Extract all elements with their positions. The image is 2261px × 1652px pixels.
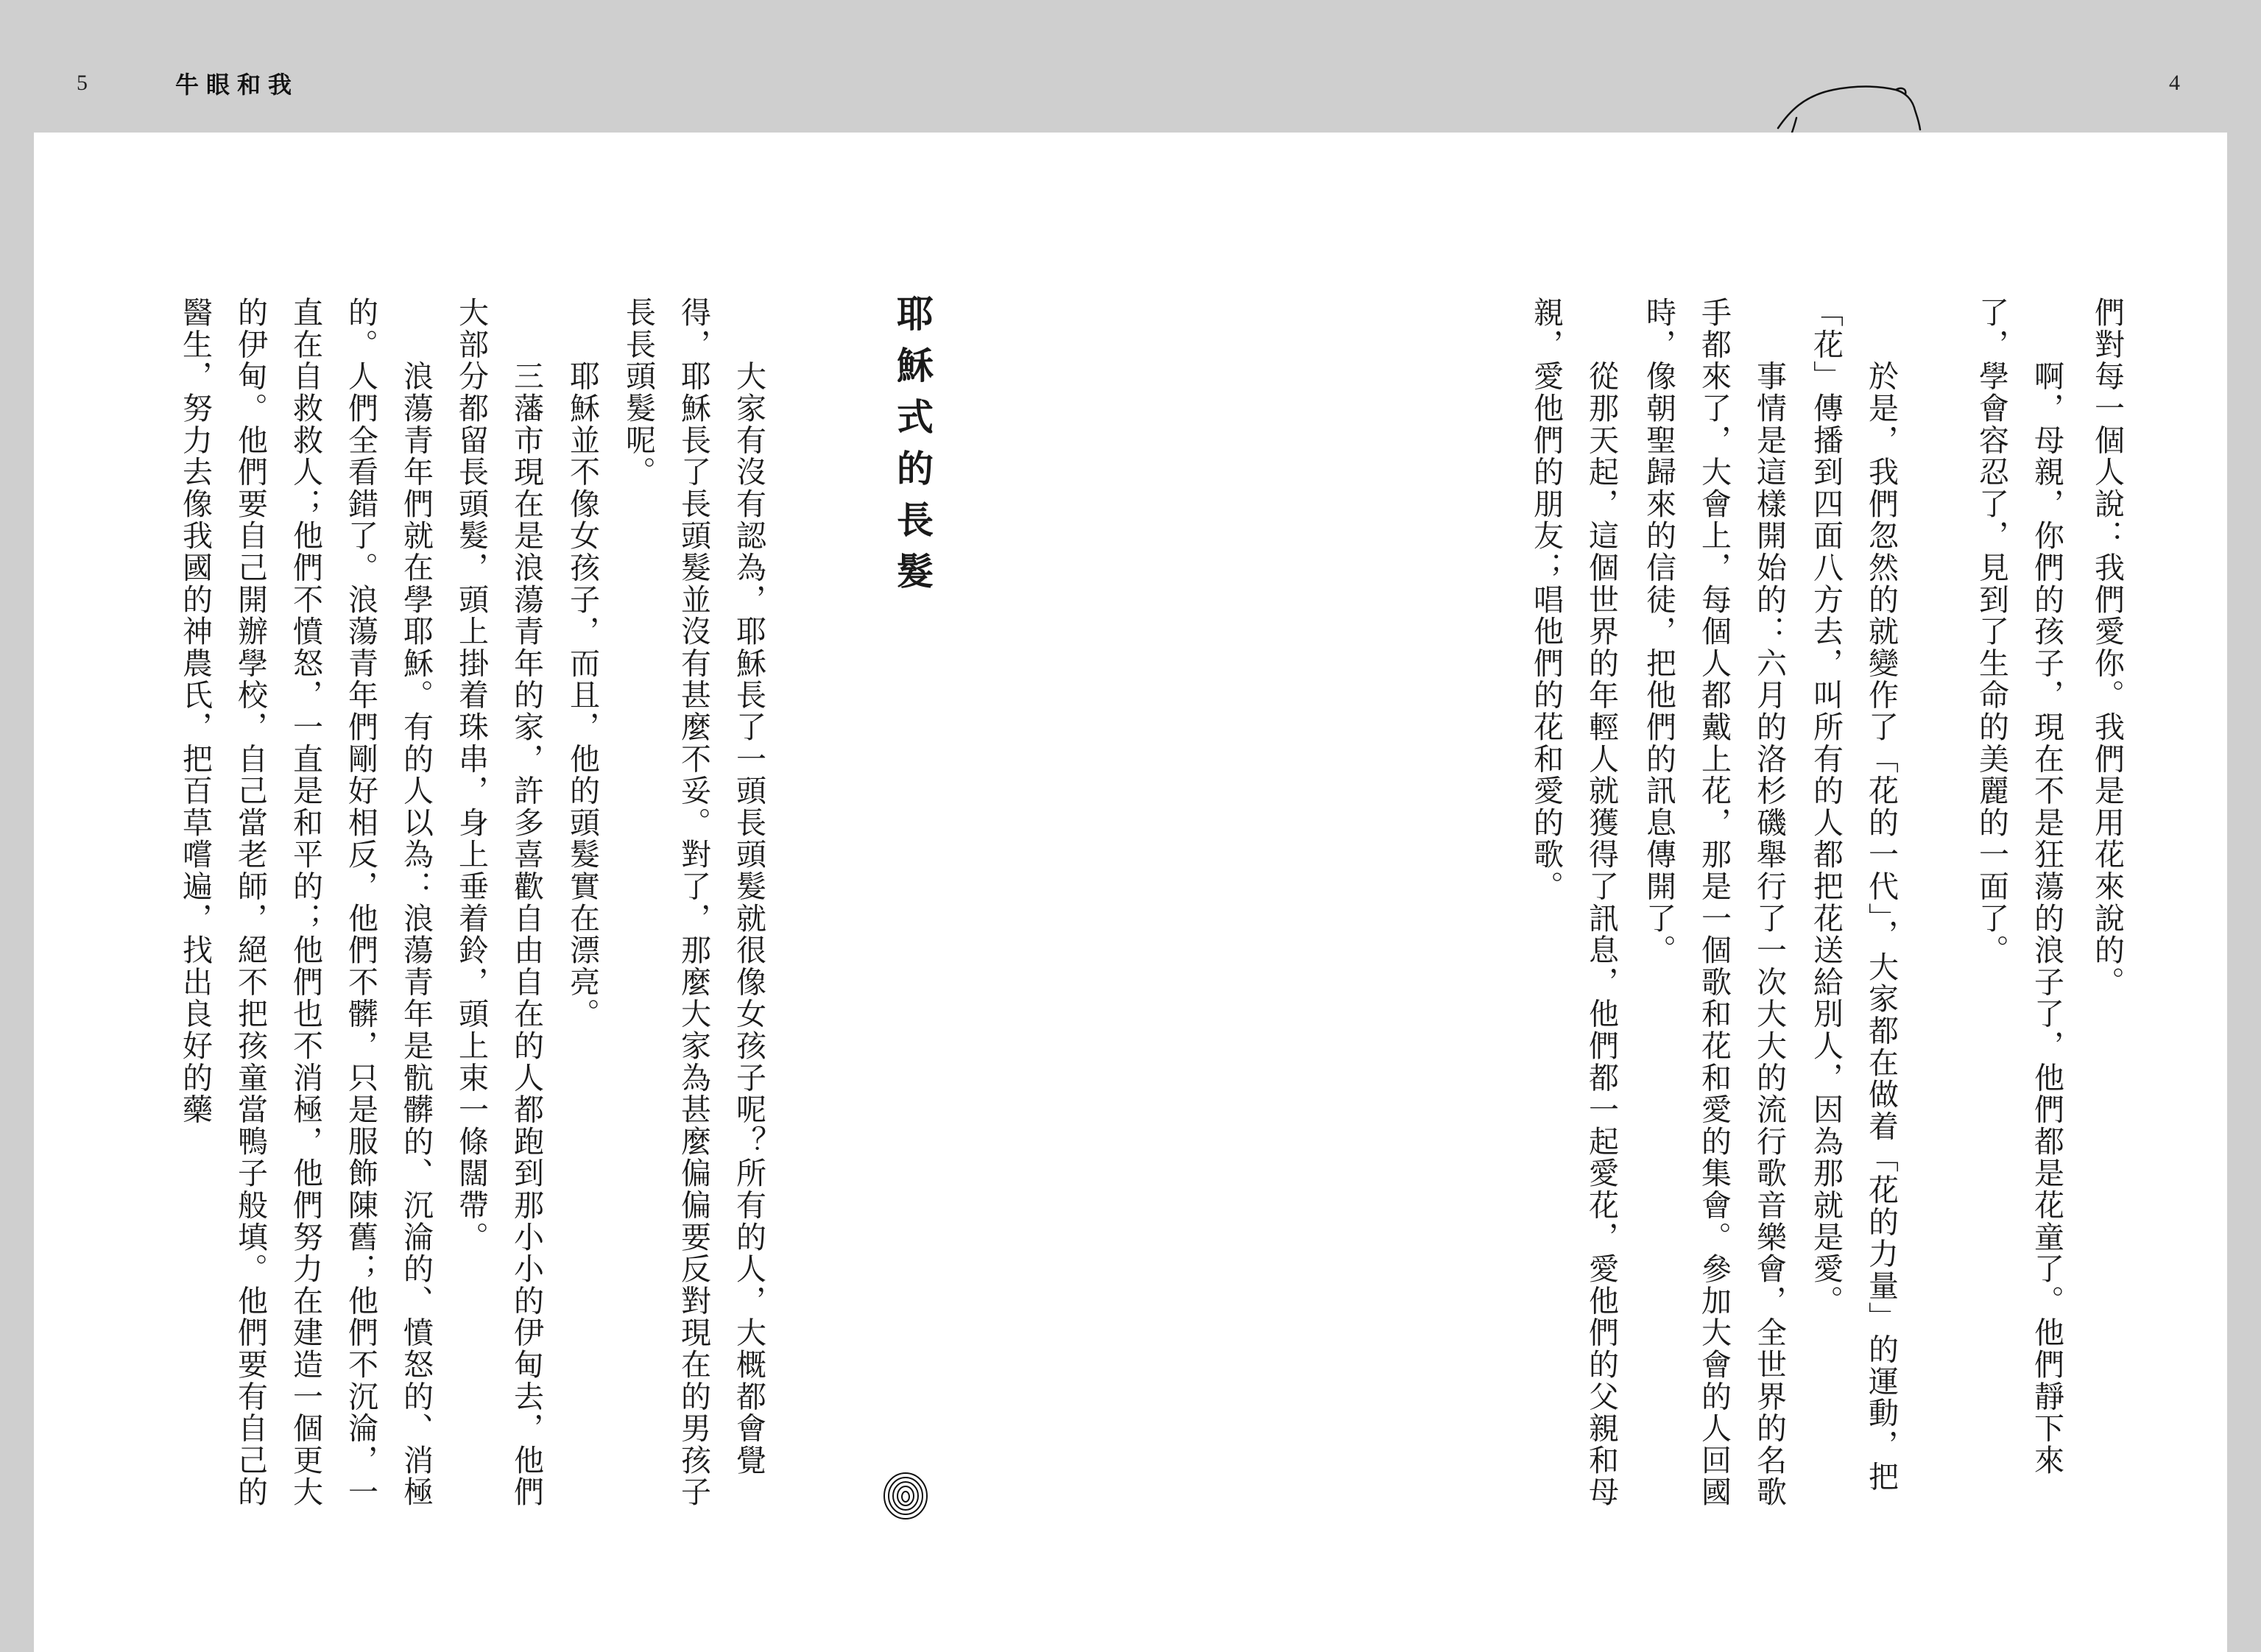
right-page-paragraph-5: 從那天起，這個世界的年輕人就獲得了訊息，他們都一起愛花，愛他們的父親和母親，愛他們的朋友；唱他們的花和愛的歌。	[1528, 297, 1619, 1508]
right-page-number: 4	[2169, 71, 2180, 95]
page-header	[0, 0, 2261, 133]
chapter-title: 耶穌式的長髮	[891, 294, 934, 604]
left-page-paragraph-3: 三藩市現在是浪蕩青年的家，許多喜歡自由自在的人都跑到那小小的伊甸去，他們大部分都留長頭髮，頭上掛着珠串，身上垂着鈴，頭上束一條闊帶。	[454, 297, 544, 1508]
left-page-number: 5	[77, 71, 88, 95]
spiral-ornament-icon	[882, 1471, 929, 1521]
left-page-paragraph-4: 浪蕩青年們就在學耶穌。有的人以為：浪蕩青年是骯髒的、沉淪的、憤怒的、消極的。人們全看錯了。浪蕩青年們剛好相反，他們不髒，只是服飾陳舊；他們不沉淪，一直在自救救人；他們不憤怒，一直是和平的；他們也不消極，他們努力在建造一個更大的伊甸。他們要自己開辦學校，自己當老師，絕不把孩童當鴨子般填。他們要有自己的醫生，努力去像我國的神農氏，把百草嚐遍，找出良好的藥	[177, 297, 434, 1508]
right-page-paragraph-3: 於是，我們忽然的就變作了「花的一代」，大家都在做着「花的力量」的運動，把「花」傳播到四面八方去，叫所有的人都把花送給別人，因為那就是愛。	[1808, 297, 1899, 1493]
doodle-illustration-icon	[1774, 82, 1929, 134]
right-page-paragraph-4: 事情是這樣開始的：六月的洛杉磯舉行了一次大大的流行歌音樂會，全世界的名歌手都來了，大會上，每個人都戴上花，那是一個歌和花和愛的集會。參加大會的人回國時，像朝聖歸來的信徒，把他們的訊息傳開了。	[1641, 297, 1787, 1508]
right-page-paragraph-2: 啊，母親，你們的孩子，現在不是狂蕩的浪子了，他們都是花童了。他們靜下來了，學會容忍了，見到了生命的美麗的一面了。	[1974, 297, 2064, 1477]
right-page-paragraph-1: 們對每一個人說：我們愛你。我們是用花來說的。	[2089, 297, 2125, 998]
left-page-paragraph-2: 耶穌並不像女孩子，而且，他的頭髮實在漂亮。	[565, 297, 600, 1030]
book-title: 牛眼和我	[175, 71, 300, 99]
left-page-paragraph-1: 大家有沒有認為，耶穌長了一頭長頭髮就很像女孩子呢？所有的人，大概都會覺得，耶穌長了長頭髮並沒有甚麼不妥。對了，那麼大家為甚麼偏偏要反對現在的男孩子長長頭髮呢。	[621, 297, 766, 1508]
